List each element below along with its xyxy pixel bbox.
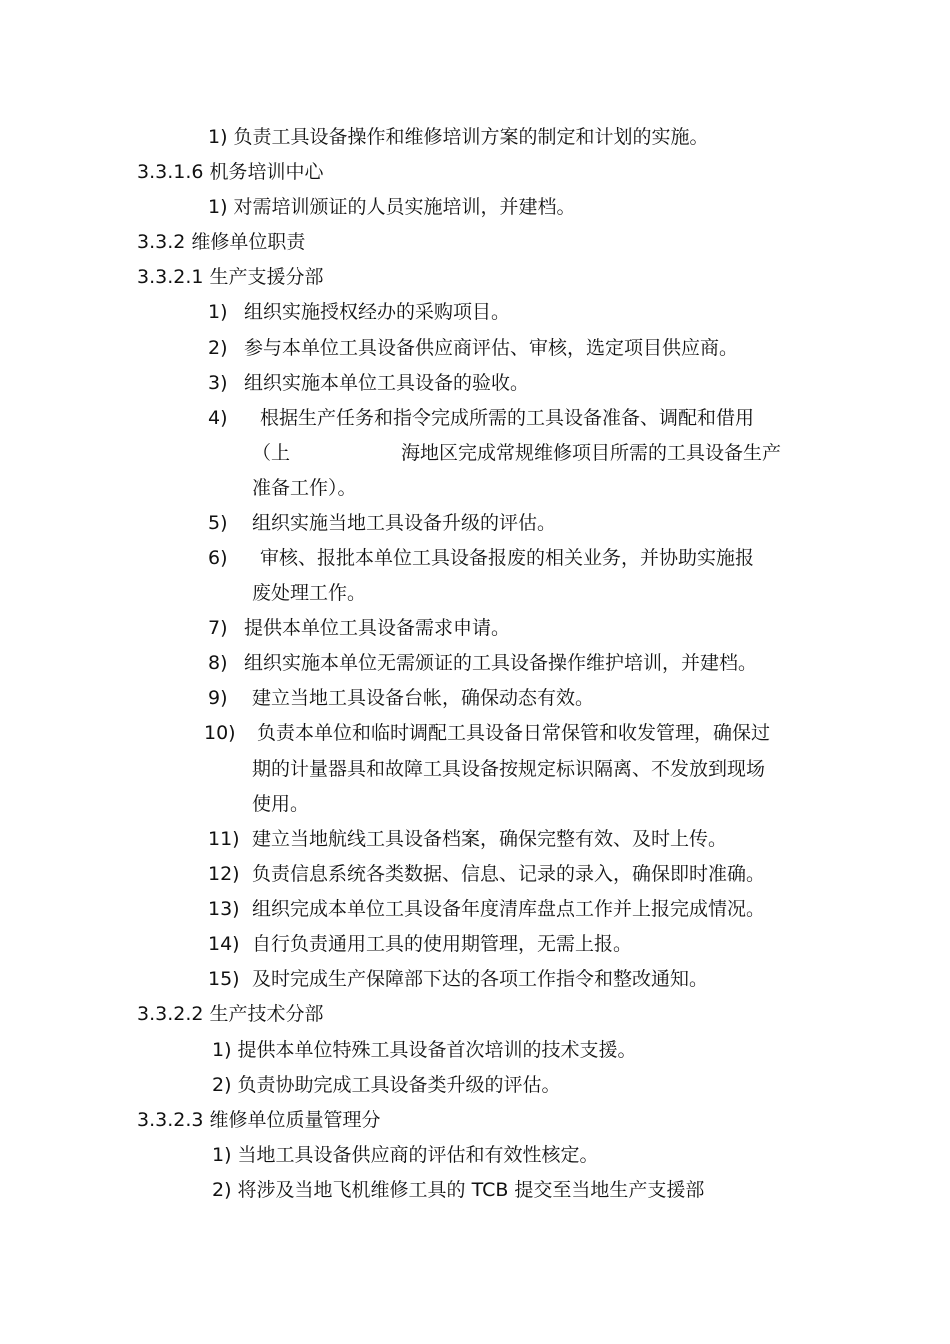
item-number: 3) — [208, 372, 228, 394]
item-number: 2) — [208, 337, 228, 359]
list-item-continued: 期的计量器具和故障工具设备按规定标识隔离、不发放到现场 — [252, 758, 766, 780]
list-item: 自行负责通用工具的使用期管理，无需上报。 — [252, 933, 633, 955]
section-heading: 3.3.1.6 机务培训中心 — [137, 161, 324, 183]
text-line: 1) 提供本单位特殊工具设备首次培训的技术支援。 — [212, 1039, 637, 1061]
list-item-continued: 准备工作）。 — [252, 477, 357, 499]
list-item: 提供本单位工具设备需求申请。 — [244, 617, 511, 639]
section-heading: 3.3.2.1 生产支援分部 — [137, 266, 324, 288]
list-item: 组织实施授权经办的采购项目。 — [244, 301, 511, 323]
item-number: 11) — [208, 828, 240, 850]
section-heading: 3.3.2.3 维修单位质量管理分 — [137, 1109, 381, 1131]
item-number: 7) — [208, 617, 228, 639]
list-item: 建立当地工具设备台帐，确保动态有效。 — [252, 687, 595, 709]
item-number: 8) — [208, 652, 228, 674]
list-item: 参与本单位工具设备供应商评估、审核，选定项目供应商。 — [244, 337, 739, 359]
text-line: 1) 对需培训颁证的人员实施培训，并建档。 — [208, 196, 576, 218]
list-item: 审核、报批本单位工具设备报废的相关业务，并协助实施报 — [260, 547, 755, 569]
list-item-continued: 废处理工作。 — [252, 582, 367, 604]
section-heading: 3.3.2 维修单位职责 — [137, 231, 306, 253]
item-number: 1) — [208, 301, 228, 323]
list-item: 根据生产任务和指令完成所需的工具设备准备、调配和借用 — [260, 407, 755, 429]
item-number: 14) — [208, 933, 240, 955]
list-item: 组织实施当地工具设备升级的评估。 — [252, 512, 557, 534]
list-item: 建立当地航线工具设备档案，确保完整有效、及时上传。 — [252, 828, 728, 850]
item-number: 10) — [204, 722, 236, 744]
list-item-continued: 海地区完成常规维修项目所需的工具设备生产 — [401, 442, 782, 464]
list-item: 组织实施本单位无需颁证的工具设备操作维护培训，并建档。 — [244, 652, 758, 674]
item-number: 13) — [208, 898, 240, 920]
list-item: 组织完成本单位工具设备年度清库盘点工作并上报完成情况。 — [252, 898, 766, 920]
list-item: 负责本单位和临时调配工具设备日常保管和收发管理，确保过 — [257, 722, 771, 744]
section-heading: 3.3.2.2 生产技术分部 — [137, 1003, 324, 1025]
item-number: 9) — [208, 687, 228, 709]
list-item: 组织实施本单位工具设备的验收。 — [244, 372, 530, 394]
item-number: 4) — [208, 407, 228, 429]
text-line: 1) 负责工具设备操作和维修培训方案的制定和计划的实施。 — [208, 126, 709, 148]
text-line: 2) 负责协助完成工具设备类升级的评估。 — [212, 1074, 561, 1096]
list-item-continued: 使用。 — [252, 793, 310, 815]
list-item-continued: （上 — [252, 442, 291, 464]
list-item: 负责信息系统各类数据、信息、记录的录入，确保即时准确。 — [252, 863, 766, 885]
item-number: 5) — [208, 512, 228, 534]
item-number: 12) — [208, 863, 240, 885]
text-line: 2) 将涉及当地飞机维修工具的 TCB 提交至当地生产支援部 — [212, 1179, 705, 1201]
text-line: 1) 当地工具设备供应商的评估和有效性核定。 — [212, 1144, 599, 1166]
item-number: 15) — [208, 968, 240, 990]
item-number: 6) — [208, 547, 228, 569]
list-item: 及时完成生产保障部下达的各项工作指令和整改通知。 — [252, 968, 709, 990]
